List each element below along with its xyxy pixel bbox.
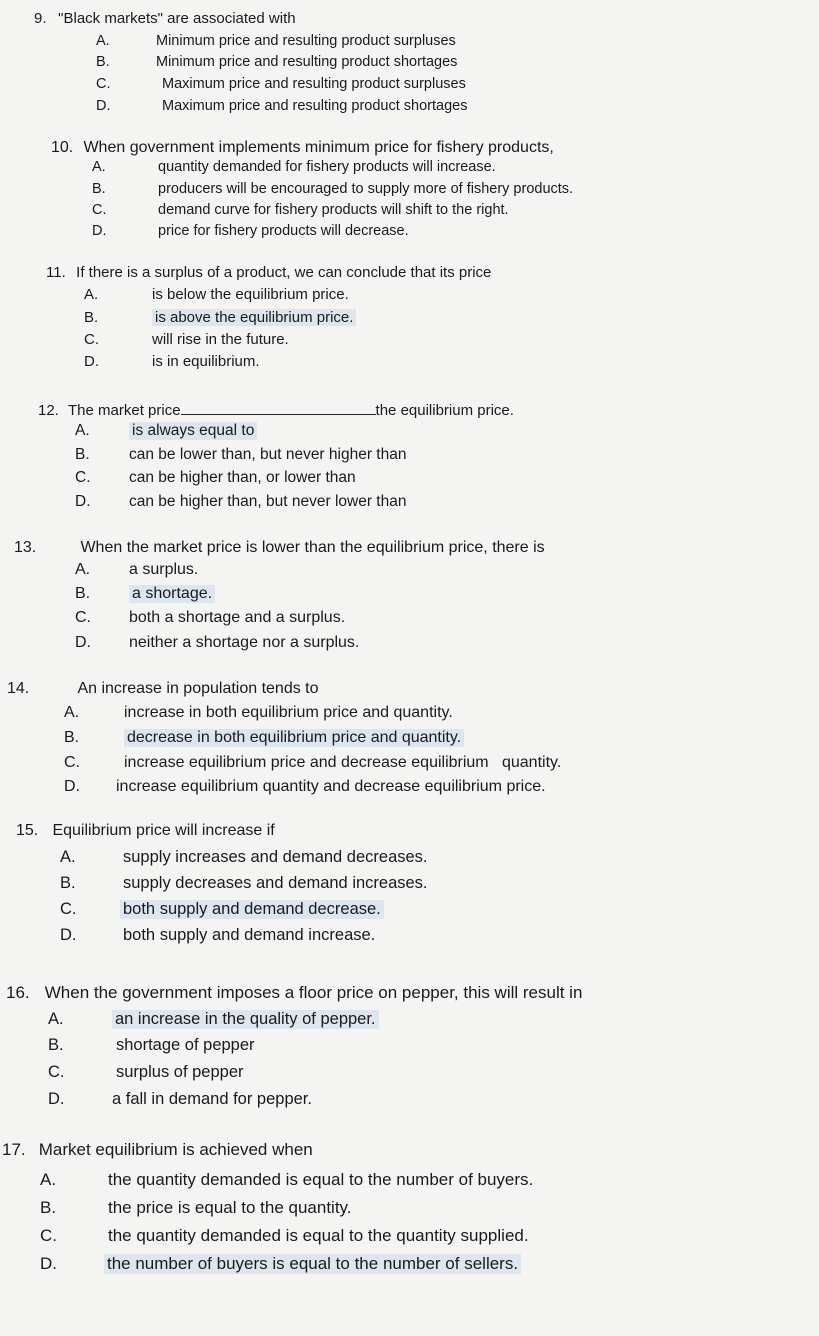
question-text-after-blank: the equilibrium price. (375, 402, 514, 419)
question-10-option-d[interactable] (92, 223, 409, 239)
answer-blank[interactable] (181, 398, 376, 415)
option-text: producers will be encouraged to supply more of fishery products. (158, 181, 574, 197)
option-letter: C. (84, 331, 99, 348)
option-letter: B. (96, 54, 110, 70)
question-13-option-d[interactable] (75, 634, 359, 652)
option-letter: C. (60, 900, 77, 918)
option-text: the number of buyers is equal to the number of sellers. (104, 1254, 521, 1274)
question-10-stem (51, 139, 554, 157)
question-text: Equilibrium price will increase if (52, 822, 275, 839)
option-text: the quantity demanded is equal to the number of buyers. (108, 1170, 534, 1189)
question-text-before-blank: The market price (68, 402, 181, 419)
question-text: "Black markets" are associated with (58, 10, 296, 27)
option-text: will rise in the future. (152, 331, 289, 348)
question-17-option-b[interactable] (40, 1198, 352, 1218)
question-16-option-a[interactable] (48, 1010, 379, 1029)
question-17-option-d[interactable] (40, 1254, 521, 1274)
option-letter: D. (84, 353, 99, 370)
option-text: increase in both equilibrium price and quantity. (124, 704, 453, 721)
question-10-option-b[interactable] (92, 181, 573, 197)
option-text: Minimum price and resulting product surpluses (156, 33, 456, 49)
question-11-option-d[interactable] (84, 353, 260, 370)
option-text: is below the equilibrium price. (152, 286, 349, 303)
option-text: an increase in the quality of pepper. (112, 1010, 379, 1029)
question-12-option-a[interactable] (75, 422, 257, 440)
option-letter: C. (75, 609, 91, 626)
question-10-option-c[interactable] (92, 202, 509, 218)
option-letter: B. (48, 1036, 64, 1054)
option-letter: C. (40, 1226, 57, 1245)
option-text: demand curve for fishery products will shift to the right. (158, 202, 509, 218)
option-text: is above the equilibrium price. (152, 309, 356, 326)
option-letter: A. (75, 422, 90, 439)
question-14-stem (7, 680, 319, 698)
question-17-option-a[interactable] (40, 1170, 533, 1190)
question-number: 17. (2, 1140, 26, 1159)
option-letter: C. (75, 469, 91, 486)
option-text: Maximum price and resulting product surpluses (162, 76, 466, 92)
question-15-option-c[interactable] (60, 900, 384, 919)
question-text: If there is a surplus of a product, we can conclude that its price (76, 264, 492, 281)
question-text: An increase in population tends to (77, 680, 319, 697)
question-14-option-a[interactable] (64, 704, 453, 722)
option-text: is in equilibrium. (152, 353, 260, 370)
option-letter: D. (60, 926, 77, 944)
question-13-option-b[interactable] (75, 585, 215, 603)
option-letter: A. (60, 848, 76, 866)
question-17-option-c[interactable] (40, 1226, 529, 1246)
question-number: 11. (46, 264, 66, 281)
question-11-option-c[interactable] (84, 331, 289, 348)
option-letter: B. (84, 309, 99, 326)
question-11-option-a[interactable] (84, 286, 349, 303)
option-text: a shortage. (129, 585, 215, 603)
question-text: When the government imposes a floor price on pepper, this will result in (44, 983, 583, 1002)
option-letter: D. (92, 223, 107, 239)
option-text: can be higher than, or lower than (129, 469, 356, 486)
option-letter: A. (48, 1010, 64, 1028)
question-12-option-c[interactable] (75, 469, 356, 487)
option-text: supply increases and demand decreases. (123, 848, 428, 866)
option-letter: D. (48, 1090, 65, 1108)
option-text: surplus of pepper (116, 1063, 244, 1081)
option-text: a fall in demand for pepper. (112, 1090, 312, 1108)
question-14-option-b[interactable] (64, 729, 464, 747)
option-text: is always equal to (129, 422, 257, 440)
option-letter: A. (40, 1170, 57, 1189)
question-10-option-a[interactable] (92, 159, 496, 175)
question-9-stem (34, 10, 296, 27)
option-text: Minimum price and resulting product shortages (156, 54, 458, 70)
question-9-option-d[interactable] (96, 98, 467, 114)
option-letter: A. (92, 159, 106, 175)
question-number: 13. (14, 539, 37, 556)
question-text: Market equilibrium is achieved when (38, 1140, 313, 1159)
option-text: price for fishery products will decrease. (158, 223, 409, 239)
option-letter: C. (92, 202, 107, 218)
question-11-option-b[interactable] (84, 309, 356, 326)
question-16-option-b[interactable] (48, 1036, 255, 1055)
question-16-option-d[interactable] (48, 1090, 312, 1109)
option-text: Maximum price and resulting product shortages (162, 98, 468, 114)
option-letter: C. (48, 1063, 65, 1081)
question-9-option-b[interactable] (96, 54, 457, 70)
option-text: shortage of pepper (116, 1036, 255, 1054)
option-text: can be higher than, but never lower than (129, 493, 407, 510)
question-11-stem (46, 264, 491, 281)
question-13-stem (14, 539, 545, 557)
option-letter: B. (75, 585, 91, 602)
question-15-option-d[interactable] (60, 926, 375, 945)
question-15-option-b[interactable] (60, 874, 428, 893)
question-12-option-b[interactable] (75, 446, 406, 464)
question-number: 15. (16, 822, 39, 839)
option-letter: D. (96, 98, 111, 114)
option-letter: B. (92, 181, 106, 197)
option-text: the price is equal to the quantity. (108, 1198, 352, 1217)
option-letter: D. (75, 493, 91, 510)
option-text: increase equilibrium price and decrease equilibrium quantity. (124, 754, 562, 771)
question-15-option-a[interactable] (60, 848, 428, 867)
option-letter: D. (40, 1254, 57, 1273)
option-letter: B. (60, 874, 76, 892)
question-12-stem (38, 398, 514, 419)
option-letter: B. (64, 729, 80, 746)
option-letter: B. (40, 1198, 57, 1217)
option-letter: D. (75, 634, 91, 651)
question-9-option-c[interactable] (96, 76, 466, 92)
question-13-option-c[interactable] (75, 609, 345, 627)
question-number: 14. (7, 680, 30, 697)
option-text: both supply and demand decrease. (120, 900, 384, 919)
option-text: both a shortage and a surplus. (129, 609, 346, 626)
question-text: When the market price is lower than the equilibrium price, there is (80, 539, 545, 556)
option-text: a surplus. (129, 561, 199, 578)
option-letter: A. (75, 561, 91, 578)
option-text: decrease in both equilibrium price and quantity. (124, 729, 464, 747)
question-number: 16. (6, 983, 30, 1002)
option-letter: A. (84, 286, 99, 303)
question-12-option-d[interactable] (75, 493, 406, 511)
question-number: 9. (34, 10, 47, 27)
option-letter: C. (96, 76, 111, 92)
question-15-stem (16, 822, 275, 840)
option-text: can be lower than, but never higher than (129, 446, 407, 463)
option-text: increase equilibrium quantity and decrease equilibrium price. (116, 778, 546, 795)
question-text: When government implements minimum price for fishery products, (83, 139, 554, 156)
option-text: supply decreases and demand increases. (123, 874, 428, 892)
option-text: both supply and demand increase. (123, 926, 376, 944)
option-text: neither a shortage nor a surplus. (129, 634, 360, 651)
question-16-option-c[interactable] (48, 1063, 244, 1082)
option-letter: A. (96, 33, 110, 49)
question-number: 12. (38, 402, 59, 419)
question-17-stem (2, 1140, 313, 1160)
question-number: 10. (51, 139, 74, 156)
option-letter: C. (64, 754, 80, 771)
question-14-option-c[interactable] (64, 754, 561, 772)
question-13-option-a[interactable] (75, 561, 198, 579)
option-text: quantity demanded for fishery products will increase. (158, 159, 496, 175)
question-9-option-a[interactable] (96, 33, 456, 49)
option-text: the quantity demanded is equal to the quantity supplied. (108, 1226, 529, 1245)
option-letter: B. (75, 446, 90, 463)
question-14-option-d[interactable] (64, 778, 546, 796)
option-letter: D. (64, 778, 80, 795)
question-16-stem (6, 983, 582, 1003)
option-letter: A. (64, 704, 80, 721)
